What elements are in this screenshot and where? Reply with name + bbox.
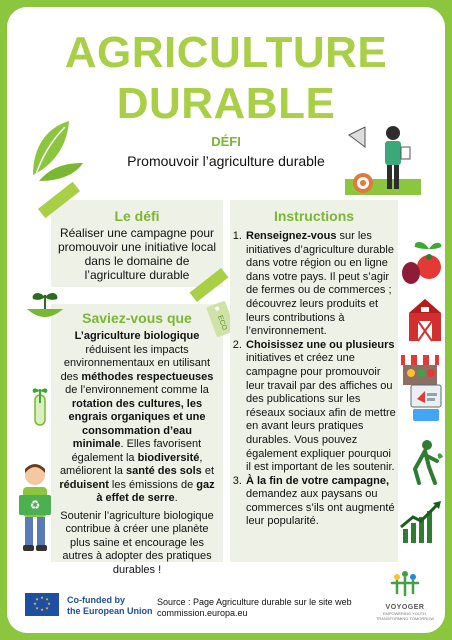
saviez-text-segment: et: [201, 465, 215, 477]
instruction-text: demandez aux paysans ou commerces s’ils ont augmenté leur popularité.: [246, 488, 395, 528]
voyager-people-icon: [388, 569, 422, 599]
saviez-bold-segment: méthodes respectueuses: [81, 370, 214, 383]
saviez-text-segment: les émissions de: [108, 478, 197, 491]
saviez-text-segment: , améliorent la: [59, 451, 203, 477]
svg-text:★: ★: [35, 596, 39, 602]
saviez-bold-segment: biodiversité: [137, 451, 200, 464]
svg-text:★: ★: [47, 601, 51, 606]
saviez-paragraph-1: [59, 330, 215, 506]
saviez-bold-segment: gaz à effet de serre: [96, 478, 215, 504]
instructions-heading: Instructions: [273, 208, 355, 224]
instruction-text: sur les initiatives d’agriculture durable dans votre région ou en ligne dans votre pays. Il peut s’agir de fermes ou de commerces ; découvrez leurs produits et leurs contributions à l’environnement.: [246, 230, 394, 338]
instruction-item: [245, 339, 398, 475]
svg-text:★: ★: [33, 601, 37, 606]
test-tube-icon: [29, 381, 51, 429]
svg-text:★: ★: [40, 607, 44, 612]
voyager-name: VOYOGER: [385, 604, 425, 611]
eco-tag-label: ECO: [216, 314, 228, 332]
instructions-card: [230, 200, 398, 562]
saviez-text-segment: . Elles favorisent également la: [71, 438, 202, 464]
social-media-icon: [409, 381, 443, 425]
saviez-bold-segment: réduisent: [59, 478, 109, 491]
megaphone-person-icon: [343, 121, 423, 205]
eu-flag-icon: [25, 593, 59, 616]
saviez-bold-segment: rotation des cultures, les engrais organiques et une consommation d’eau minimale: [68, 397, 206, 450]
plant-bowl-icon: [23, 285, 67, 325]
instructions-list: [230, 230, 398, 529]
defi-text: Réaliser une campagne pour promouvoir une initiative local dans le domaine de l’agriculture durable: [57, 226, 217, 282]
saviez-paragraph-2: Soutenir l’agriculture biologique contribue à créer une planète plus saine et encourage les autres à adopter des pratiques durables !: [60, 509, 214, 576]
saviez-text-segment: réduisent les impacts environnementaux en utilisant des: [60, 343, 211, 383]
instruction-bold: Renseignez-vous: [246, 230, 337, 242]
saviez-bold-segment: santé des sols: [125, 465, 202, 477]
instruction-text: initiatives et créez une campagne pour promouvoir leur travail par des affiches ou des publications sur les réseaux sociaux afin de mettre en avant leurs pratiques durables. Vous pouvez également expliquer pourquoi il est important de les soutenir.: [246, 352, 396, 474]
voyager-logo: [373, 569, 437, 621]
defi-heading: Le défi: [114, 208, 160, 224]
instruction-item: [245, 475, 398, 529]
eu-line-1: Co-funded by: [67, 595, 125, 605]
defi-label: DÉFI: [211, 134, 241, 149]
eu-line-2: the European Union: [67, 606, 153, 616]
vegetables-icon: [399, 239, 443, 287]
barn-icon: [407, 297, 443, 343]
growth-chart-icon: [399, 499, 443, 545]
svg-text:♻: ♻: [29, 498, 41, 512]
saviez-bold-segment: L’agriculture biologique: [74, 330, 200, 342]
svg-text:★: ★: [45, 596, 49, 602]
saviez-text-segment: de l’environnement comme la: [65, 384, 209, 396]
saviez-heading: Saviez-vous que: [82, 310, 192, 326]
svg-text:★: ★: [45, 605, 49, 611]
voyager-tagline: EMPOWERING YOUTH, TRANSFORMING TOMORROW: [375, 611, 435, 621]
title-line-1: AGRICULTURE: [64, 28, 388, 77]
saviez-text-segment: .: [174, 492, 178, 504]
source-note: Source : Page Agriculture durable sur le site web commission.europa.eu: [157, 597, 352, 618]
page-subtitle: Promouvoir l’agriculture durable: [127, 153, 325, 169]
defi-card: [51, 200, 223, 287]
svg-text:★: ★: [40, 595, 44, 600]
farmer-icon: [405, 439, 445, 485]
instruction-bold: À la fin de votre campagne,: [246, 474, 390, 487]
svg-text:★: ★: [35, 605, 39, 611]
child-recycling-icon: [13, 461, 57, 557]
instruction-bold: Choisissez une ou plusieurs: [246, 338, 395, 351]
instruction-item: [245, 230, 398, 339]
saviez-card: [51, 304, 223, 576]
title-line-2: DURABLE: [116, 79, 336, 128]
poster: [7, 7, 445, 633]
